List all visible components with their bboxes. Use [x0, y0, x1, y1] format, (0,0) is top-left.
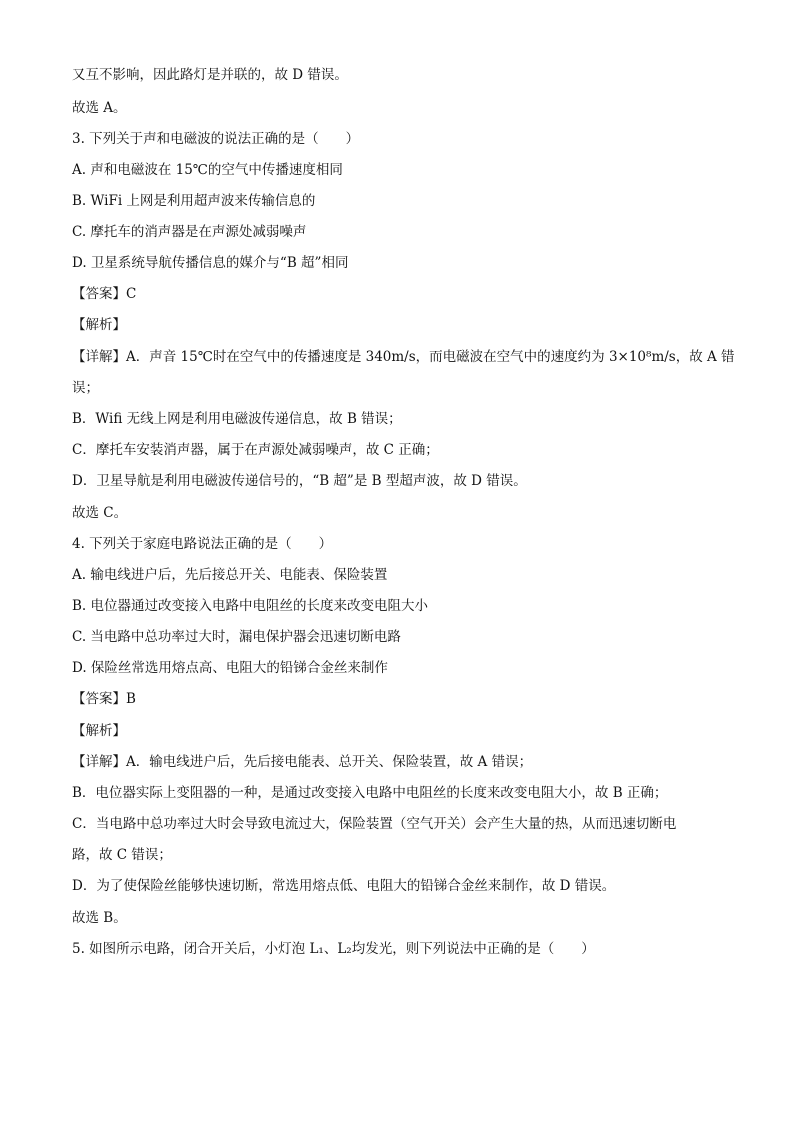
- question-3-option-a: A. 声和电磁波在 15℃的空气中传播速度相同: [72, 162, 343, 178]
- detail-text: D．为了使保险丝能够快速切断，常选用熔点低、电阻大的铅锑合金丝来制作，故 D 错误。: [72, 878, 616, 894]
- conclusion-text: 故选 C。: [72, 505, 128, 521]
- conclusion-text: 故选 B。: [72, 910, 127, 926]
- question-4-option-b: B. 电位器通过改变接入电路中电阻丝的长度来改变电阻大小: [72, 598, 429, 614]
- detail-text: B．Wifi 无线上网是利用电磁波传递信息，故 B 错误；: [72, 411, 402, 427]
- detail-text: 【详解】A．输电线进户后，先后接电能表、总开关、保险装置，故 A 错误；: [72, 754, 533, 770]
- question-3-option-c: C. 摩托车的消声器是在声源处减弱噪声: [72, 224, 307, 240]
- analysis-label: 【解析】: [72, 723, 126, 739]
- detail-text: B．电位器实际上变阻器的一种，是通过改变接入电路中电阻丝的长度来改变电阻大小，故 B 正确；: [72, 785, 668, 801]
- detail-text: 误；: [72, 380, 99, 396]
- text-line: 故选 A。: [72, 100, 127, 116]
- answer-label: 【答案】B: [72, 691, 136, 707]
- detail-text: C．当电路中总功率过大时会导致电流过大，保险装置（空气开关）会产生大量的热，从而迅速切断电: [72, 816, 677, 832]
- detail-text: 路，故 C 错误；: [72, 847, 172, 863]
- question-3-stem: 3. 下列关于声和电磁波的说法正确的是（ ）: [72, 131, 360, 147]
- question-4-option-c: C. 当电路中总功率过大时，漏电保护器会迅速切断电路: [72, 629, 401, 645]
- question-5-stem: 5. 如图所示电路，闭合开关后，小灯泡 L₁、L₂均发光，则下列说法中正确的是（ ）: [72, 941, 595, 957]
- question-3-option-d: D. 卫星系统导航传播信息的媒介与“B 超”相同: [72, 255, 349, 271]
- question-4-stem: 4. 下列关于家庭电路说法正确的是（ ）: [72, 536, 333, 552]
- text-line: 又互不影响，因此路灯是并联的，故 D 错误。: [72, 67, 348, 83]
- question-3-option-b: B. WiFi 上网是利用超声波来传输信息的: [72, 193, 316, 209]
- answer-label: 【答案】C: [72, 286, 137, 302]
- question-4-option-a: A. 输电线进户后，先后接总开关、电能表、保险装置: [72, 567, 388, 583]
- question-4-option-d: D. 保险丝常选用熔点高、电阻大的铅锑合金丝来制作: [72, 660, 388, 676]
- analysis-label: 【解析】: [72, 317, 126, 333]
- detail-text: D．卫星导航是利用电磁波传递信号的，“B 超”是 B 型超声波，故 D 错误。: [72, 473, 527, 489]
- detail-text: 【详解】A．声音 15℃时在空气中的传播速度是 340m/s，而电磁波在空气中的速度约为 3×10⁸m/s，故 A 错: [72, 349, 735, 365]
- detail-text: C．摩托车安装消声器，属于在声源处减弱噪声，故 C 正确；: [72, 442, 439, 458]
